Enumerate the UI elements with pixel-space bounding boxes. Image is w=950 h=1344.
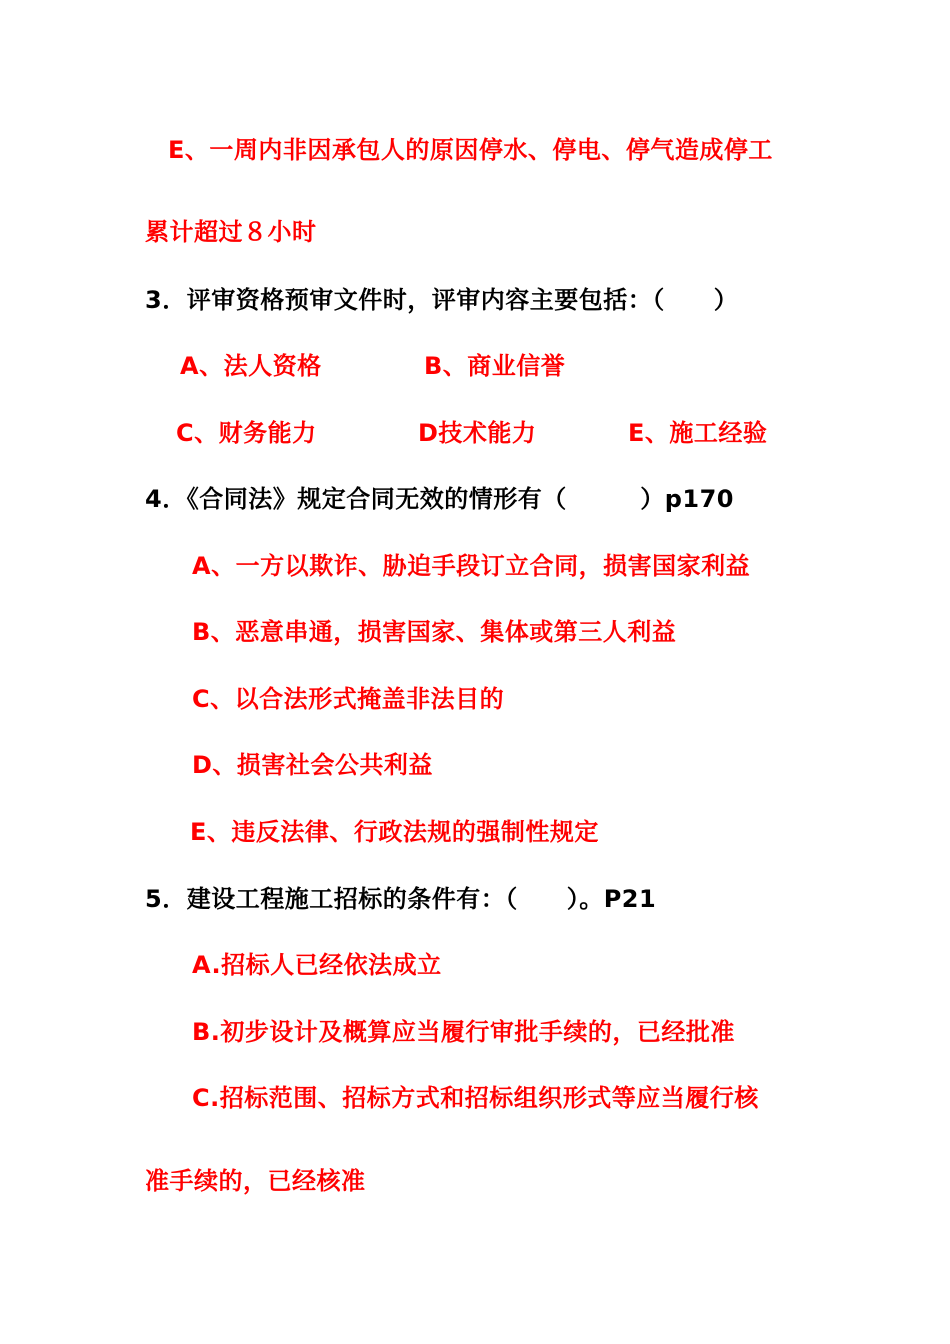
q4-option-d: D、损害社会公共利益 — [192, 751, 433, 779]
q4-option-a: A、一方以欺诈、胁迫手段订立合同，损害国家利益 — [192, 552, 751, 580]
q2-option-e-line2: 累计超过８小时 — [145, 218, 317, 246]
question-5: 5．建设工程施工招标的条件有：（ ）。P21 — [145, 885, 657, 913]
q3-option-d: D技术能力 — [418, 419, 537, 447]
q5-option-c-line1: C.招标范围、招标方式和招标组织形式等应当履行核 — [192, 1084, 759, 1112]
q2-option-e-line1: E、一周内非因承包人的原因停水、停电、停气造成停工 — [168, 136, 773, 164]
question-4: 4．《合同法》规定合同无效的情形有（ ）p170 — [145, 485, 734, 513]
q3-option-c: C、财务能力 — [176, 419, 317, 447]
q3-option-a: A、法人资格 — [180, 352, 322, 380]
q5-option-c-line2: 准手续的，已经核准 — [145, 1167, 366, 1195]
q5-option-a: A.招标人已经依法成立 — [192, 951, 442, 979]
q4-option-c: C、以合法形式掩盖非法目的 — [192, 685, 505, 713]
question-3: 3．评审资格预审文件时，评审内容主要包括：（ ） — [145, 286, 739, 314]
q4-option-b: B、恶意串通，损害国家、集体或第三人利益 — [192, 618, 677, 646]
q5-option-b: B.初步设计及概算应当履行审批手续的，已经批准 — [192, 1018, 735, 1046]
q4-option-e: E、违反法律、行政法规的强制性规定 — [190, 818, 599, 846]
q3-option-e: E、施工经验 — [628, 419, 768, 447]
q3-option-b: B、商业信誉 — [424, 352, 566, 380]
